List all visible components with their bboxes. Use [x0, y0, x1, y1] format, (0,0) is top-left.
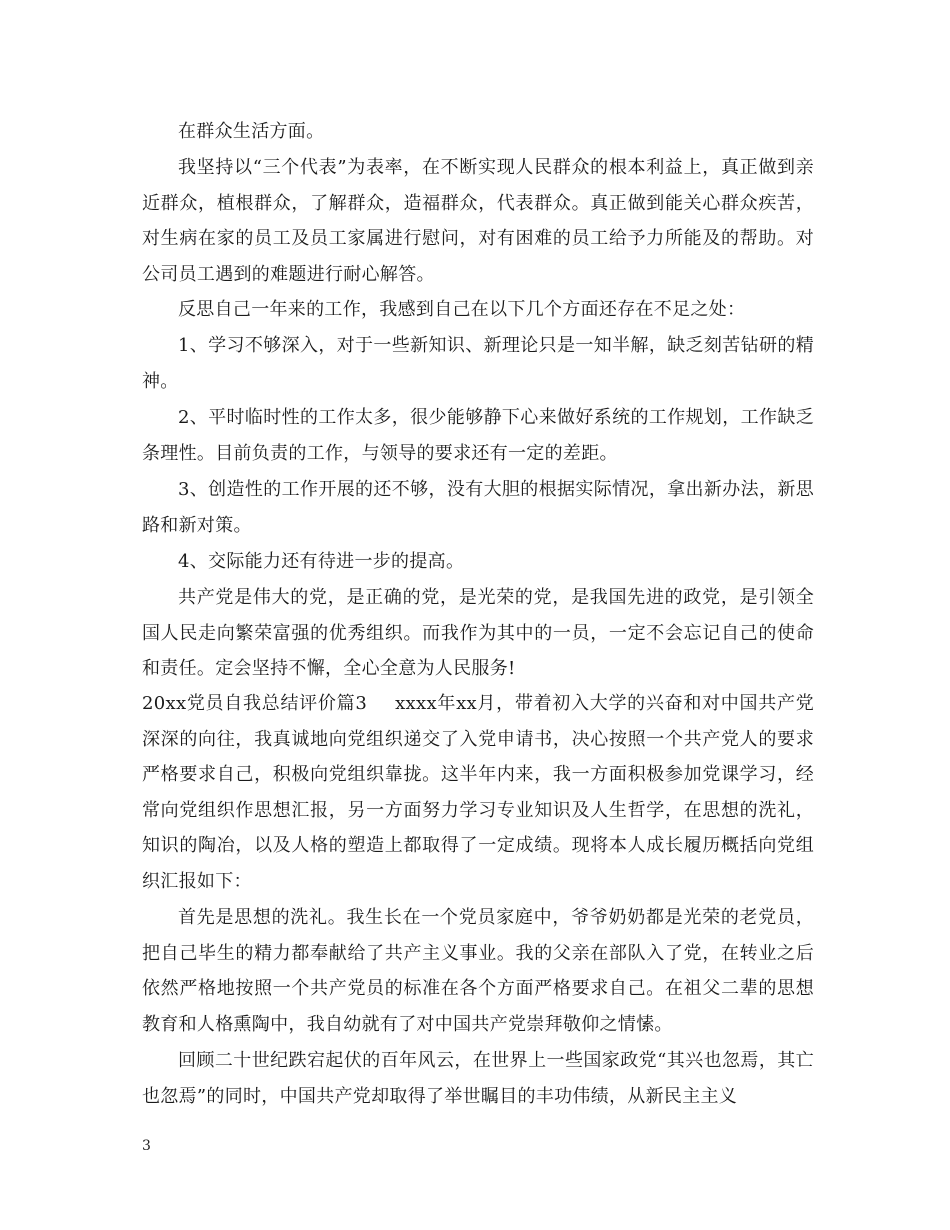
paragraph-10: 回顾二十世纪跌宕起伏的百年风云，在世界上一些国家政党“其兴也忽焉，其亡也忽焉”的同时，中国共产党却取得了举世瞩目的丰功伟绩，从新民主主义 [142, 1050, 814, 1107]
section-body: xxxx年xx月，带着初入大学的兴奋和对中国共产党深深的向往，我真诚地向党组织递交了入党申请书，决心按照一个共产党人的要求严格要求自己，积极向党组织靠拢。这半年内来，我一方面积极参加党课学习，经常向党组织作思想汇报，另一方面努力学习专业知识及人生哲学，在思想的洗礼，知识的陶冶，以及人格的塑造上都取得了一定成绩。现将本人成长履历概括向党组织汇报如下： [142, 693, 815, 892]
paragraph-8: 共产党是伟大的党，是正确的党，是光荣的党，是我国先进的政党，是引领全国人民走向繁荣富强的优秀组织。而我作为其中的一员，一定不会忘记自己的使命和责任。定会坚持不懈，全心全意为人民服务! [142, 587, 814, 680]
paragraph-2: 我坚持以“三个代表”为表率，在不断实现人民群众的根本利益上，真正做到亲近群众，植根群众，了解群众，造福群众，代表群众。真正做到能关心群众疾苦，对生病在家的员工及员工家属进行慰问，对有困难的员工给予力所能及的帮助。对公司员工遇到的难题进行耐心解答。 [142, 157, 814, 285]
paragraph-1: 在群众生活方面。 [178, 121, 325, 142]
paragraph-5: 2、平时临时性的工作太多，很少能够静下心来做好系统的工作规划，工作缺乏条理性。目前负责的工作，与领导的要求还有一定的差距。 [142, 407, 814, 464]
paragraph-3: 反思自己一年来的工作，我感到自己在以下几个方面还存在不足之处： [178, 299, 746, 320]
page-number: 3 [142, 1138, 151, 1154]
paragraph-9: 首先是思想的洗礼。我生长在一个党员家庭中，爷爷奶奶都是光荣的老党员，把自己毕生的精力都奉献给了共产主义事业。我的父亲在部队入了党，在转业之后依然严格地按照一个共产党员的标准在各个方面严格要求自己。在祖父二辈的思想教育和人格熏陶中，我自幼就有了对中国共产党崇拜敬仰之情愫。 [142, 907, 814, 1035]
paragraph-6: 3、创造性的工作开展的还不够，没有大胆的根据实际情况，拿出新办法，新思路和新对策。 [142, 479, 814, 536]
paragraph-7: 4、交际能力还有待进一步的提高。 [178, 551, 465, 572]
paragraph-4: 1、学习不够深入，对于一些新知识、新理论只是一知半解，缺乏刻苦钻研的精神。 [142, 335, 814, 392]
section-title: 20xx党员自我总结评价篇3 [142, 693, 368, 714]
section-paragraph [142, 686, 814, 900]
